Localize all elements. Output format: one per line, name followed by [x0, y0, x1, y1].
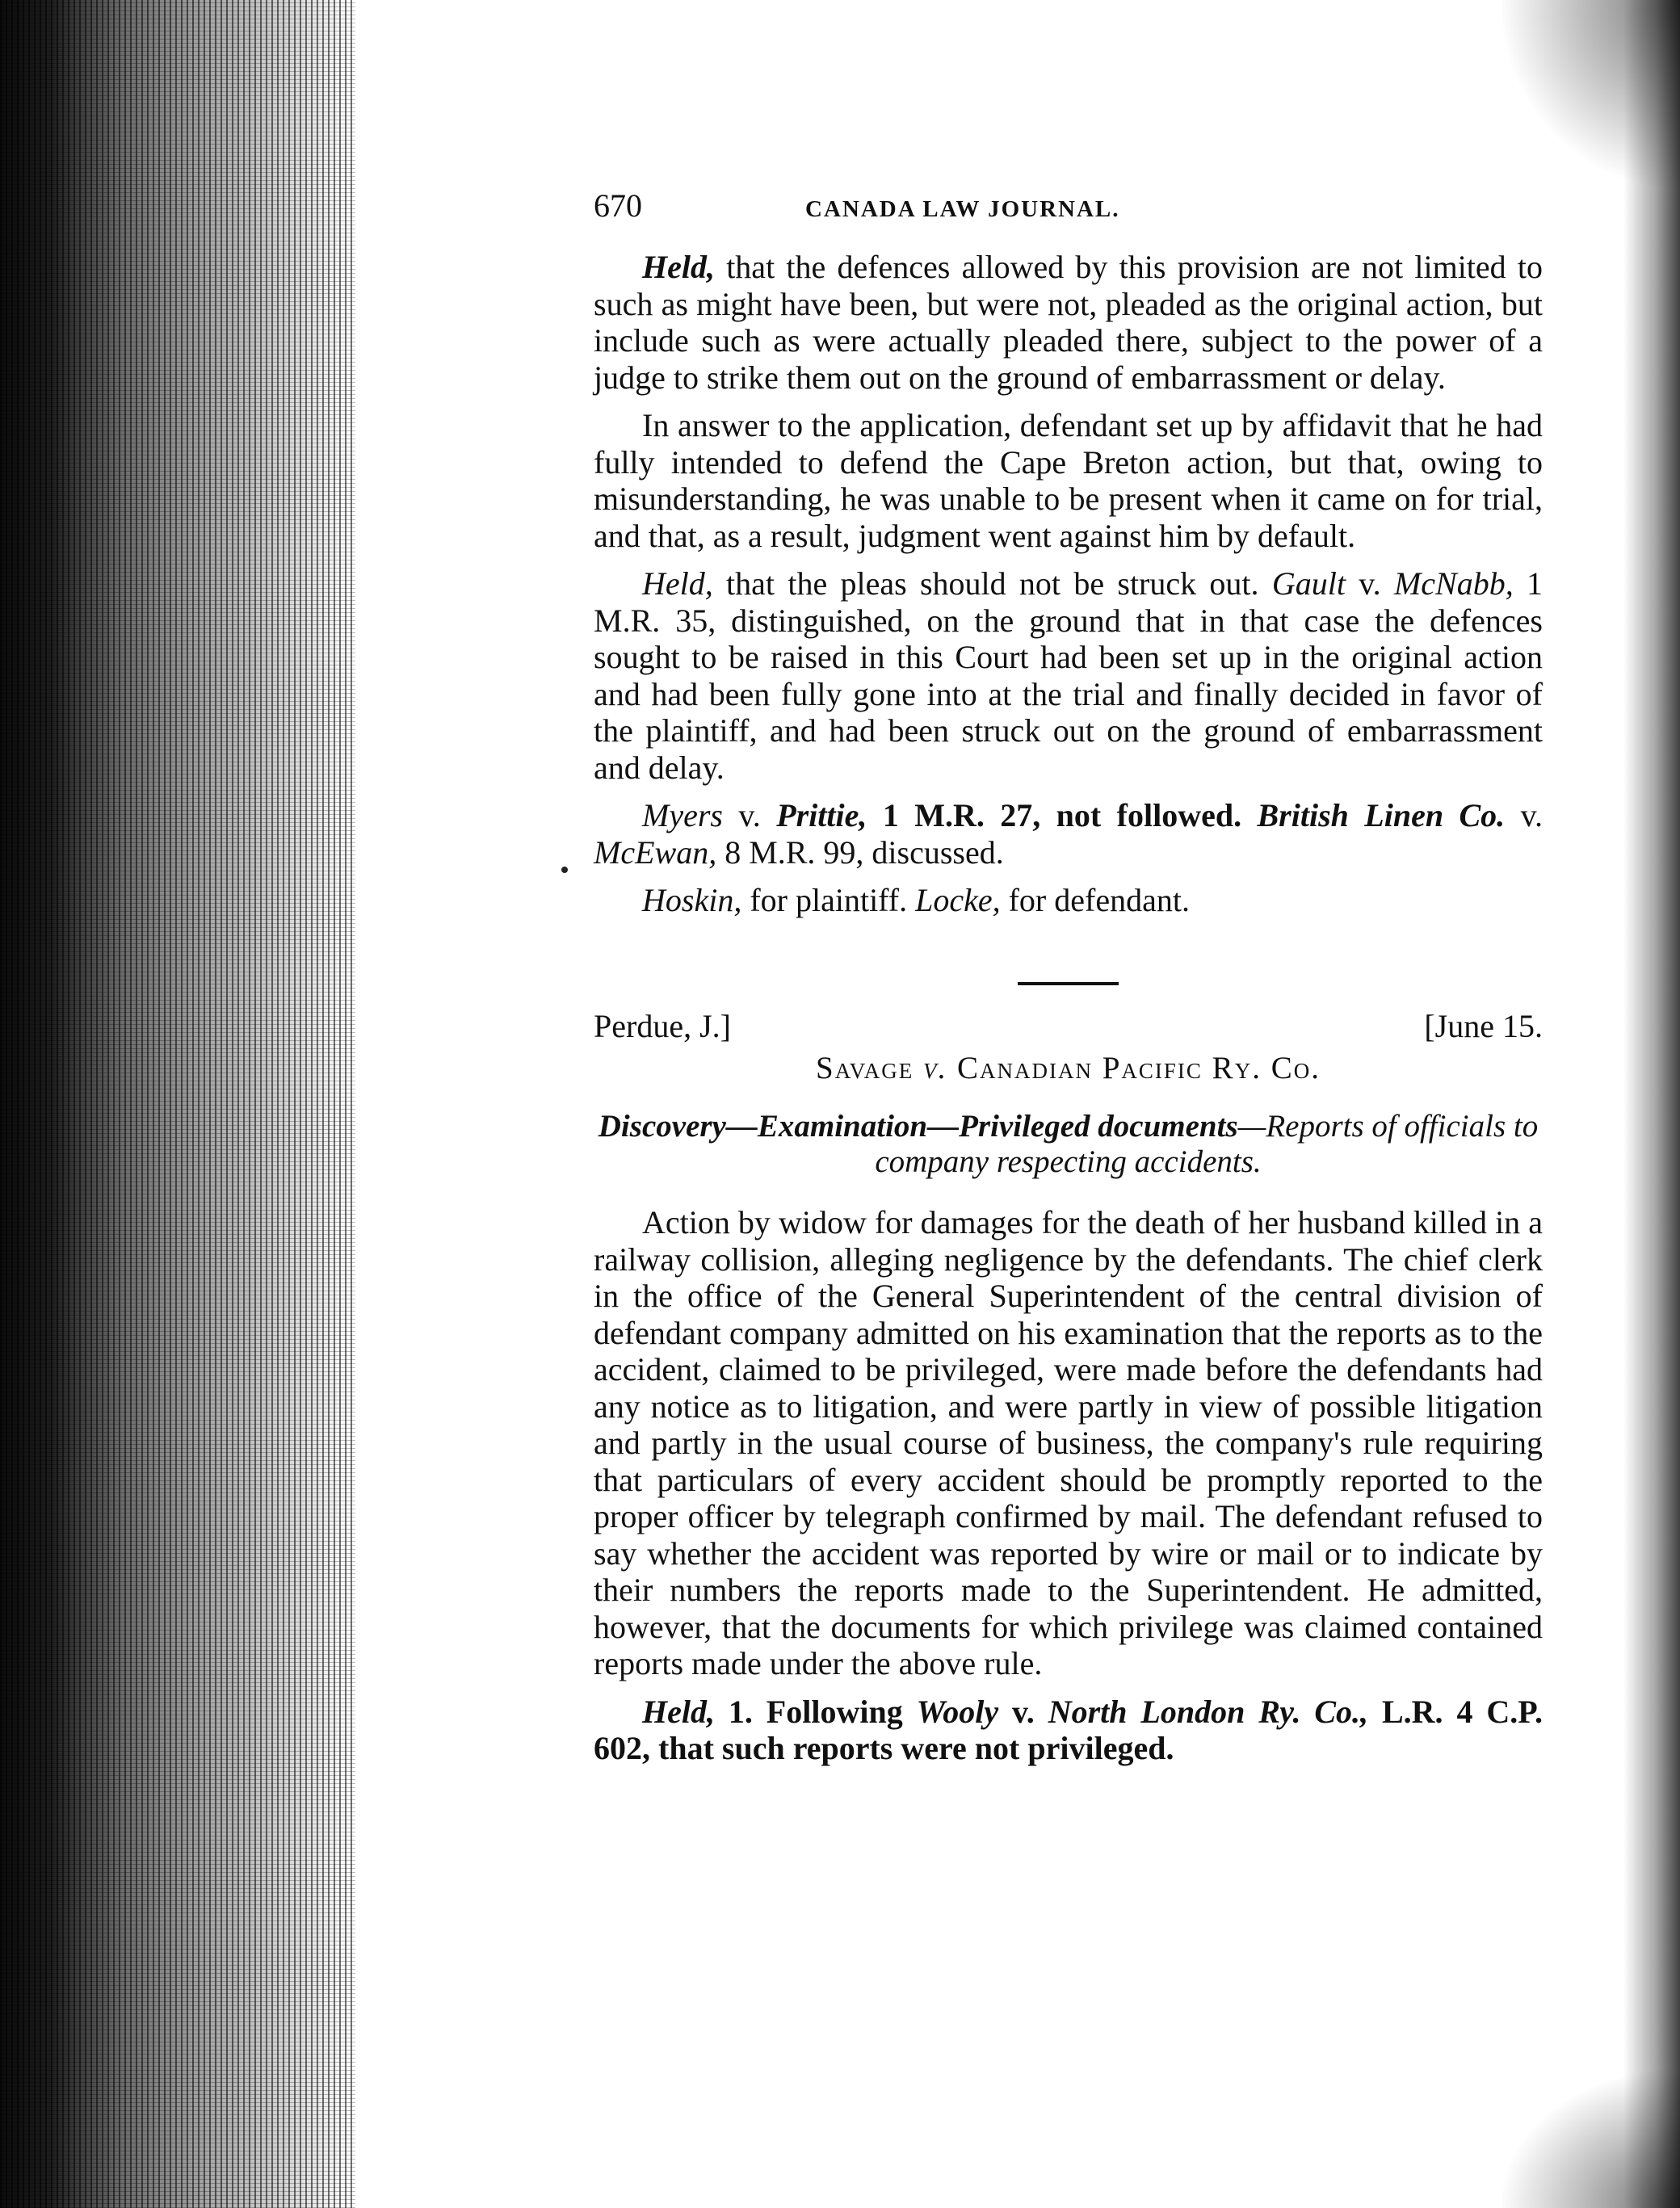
case1-paragraph-5	[594, 882, 1543, 919]
case-title	[594, 1050, 1543, 1087]
held-label: Held,	[642, 249, 715, 285]
paragraph-text: v.	[998, 1693, 1048, 1730]
decision-date: [June 15.	[1424, 1007, 1543, 1044]
case2-paragraph-1: Action by widow for damages for the death of her husband killed in a railway collision, alleging negligence by the defendants. The chief clerk in the office of the General Superintendent of the central division of defendant company admitted on his examination that the reports as to the accident, claimed to be privileged, were made before the defendants had any notice as to litigation, and were partly in view of possible litigation and partly in the usual course of business, the company's rule requiring that particulars of every accident should be promptly reported to the proper officer by telegraph confirmed by mail. The defendant refused to say whether the accident was reported by wire or mail or to indicate by their numbers the reports made to the Superintendent. He admitted, however, that the documents for which privilege was claimed contained reports made under the above rule.	[594, 1204, 1543, 1681]
case-citation: Gault	[1271, 565, 1346, 602]
case-citation: Prittie,	[776, 797, 867, 833]
held-label: Held,	[642, 565, 713, 602]
paragraph-text: L.R. 4 C.P. 602, that such reports were not privileged.	[594, 1693, 1543, 1766]
case-citation: Wooly	[916, 1693, 999, 1730]
paragraph-text: for defendant.	[1000, 882, 1190, 918]
case1-paragraph-2: In answer to the application, defendant set up by affidavit that he had fully intended to defend the Cape Breton action, but that, owing to misunderstanding, he was unable to be present when it came on for trial, and that, as a result, judgment went against him by default.	[594, 407, 1543, 554]
paragraph-text: v.	[1345, 565, 1394, 602]
headnote-text: —Reports of officials to company respecting accidents.	[875, 1109, 1539, 1179]
court-line	[594, 1008, 1543, 1048]
section-divider	[1018, 982, 1119, 985]
case-citation: McNabb,	[1393, 565, 1514, 602]
scan-top-right-corner-shadow	[1502, 0, 1680, 186]
headnote-keywords: Discovery—Examination—Privileged documents	[598, 1109, 1238, 1144]
case-citation: Myers	[642, 797, 723, 833]
headnote	[594, 1109, 1543, 1180]
case-title-party-2: Canadian Pacific Ry. Co.	[956, 1050, 1321, 1085]
paragraph-text: v.	[1505, 797, 1543, 833]
paragraph-text: 1 M.R. 35, distinguished, on the ground that in that case the defences sought to be raised in this Court had been set up in the original action and had been fully gone into at the trial and finally decided in favor of the plaintiff, and had been struck out on the ground of embarrassment and delay.	[594, 565, 1543, 786]
case-citation: North London Ry. Co.,	[1048, 1693, 1369, 1730]
paragraph-text: 8 M.R. 99, discussed.	[716, 833, 1004, 871]
case1-paragraph-1	[594, 249, 1543, 396]
paragraph-text: 1. Following	[714, 1693, 917, 1730]
page-number: 670	[594, 187, 642, 224]
paragraph-text: that the defences allowed by this provision are not limited to such as might have been, but were not, pleaded as the original action, but include such as were actually pleaded there, subject to the power of a judge to strike them out on the ground of embarrassment or delay.	[594, 249, 1543, 396]
case1-paragraph-3	[594, 565, 1543, 786]
case-citation: British Linen Co.	[1257, 797, 1506, 833]
paragraph-text: v.	[722, 797, 777, 833]
held-label: Held,	[642, 1693, 715, 1730]
judge-name: Perdue, J.]	[594, 1007, 731, 1044]
case2-paragraph-2	[594, 1694, 1543, 1767]
case-title-versus: v.	[914, 1050, 957, 1085]
case-title-party-1: Savage	[816, 1050, 914, 1085]
case1-paragraph-4	[594, 797, 1543, 871]
paragraph-text: 1 M.R. 27, not followed.	[867, 797, 1258, 833]
journal-title: CANADA LAW JOURNAL.	[805, 196, 1120, 222]
page-body	[594, 187, 1543, 1767]
scan-gutter-shadow	[0, 0, 355, 2208]
margin-dot	[561, 867, 568, 873]
scan-right-edge-shadow	[1623, 0, 1680, 2208]
counsel-name: Locke,	[915, 882, 1001, 918]
case-citation: McEwan,	[594, 833, 717, 871]
paragraph-text: that the pleas should not be struck out.	[712, 565, 1272, 602]
running-head	[594, 187, 1543, 249]
counsel-name: Hoskin,	[642, 882, 742, 918]
paragraph-text: for plaintiff.	[741, 882, 916, 918]
scan-bottom-right-corner-shadow	[1502, 2071, 1680, 2208]
